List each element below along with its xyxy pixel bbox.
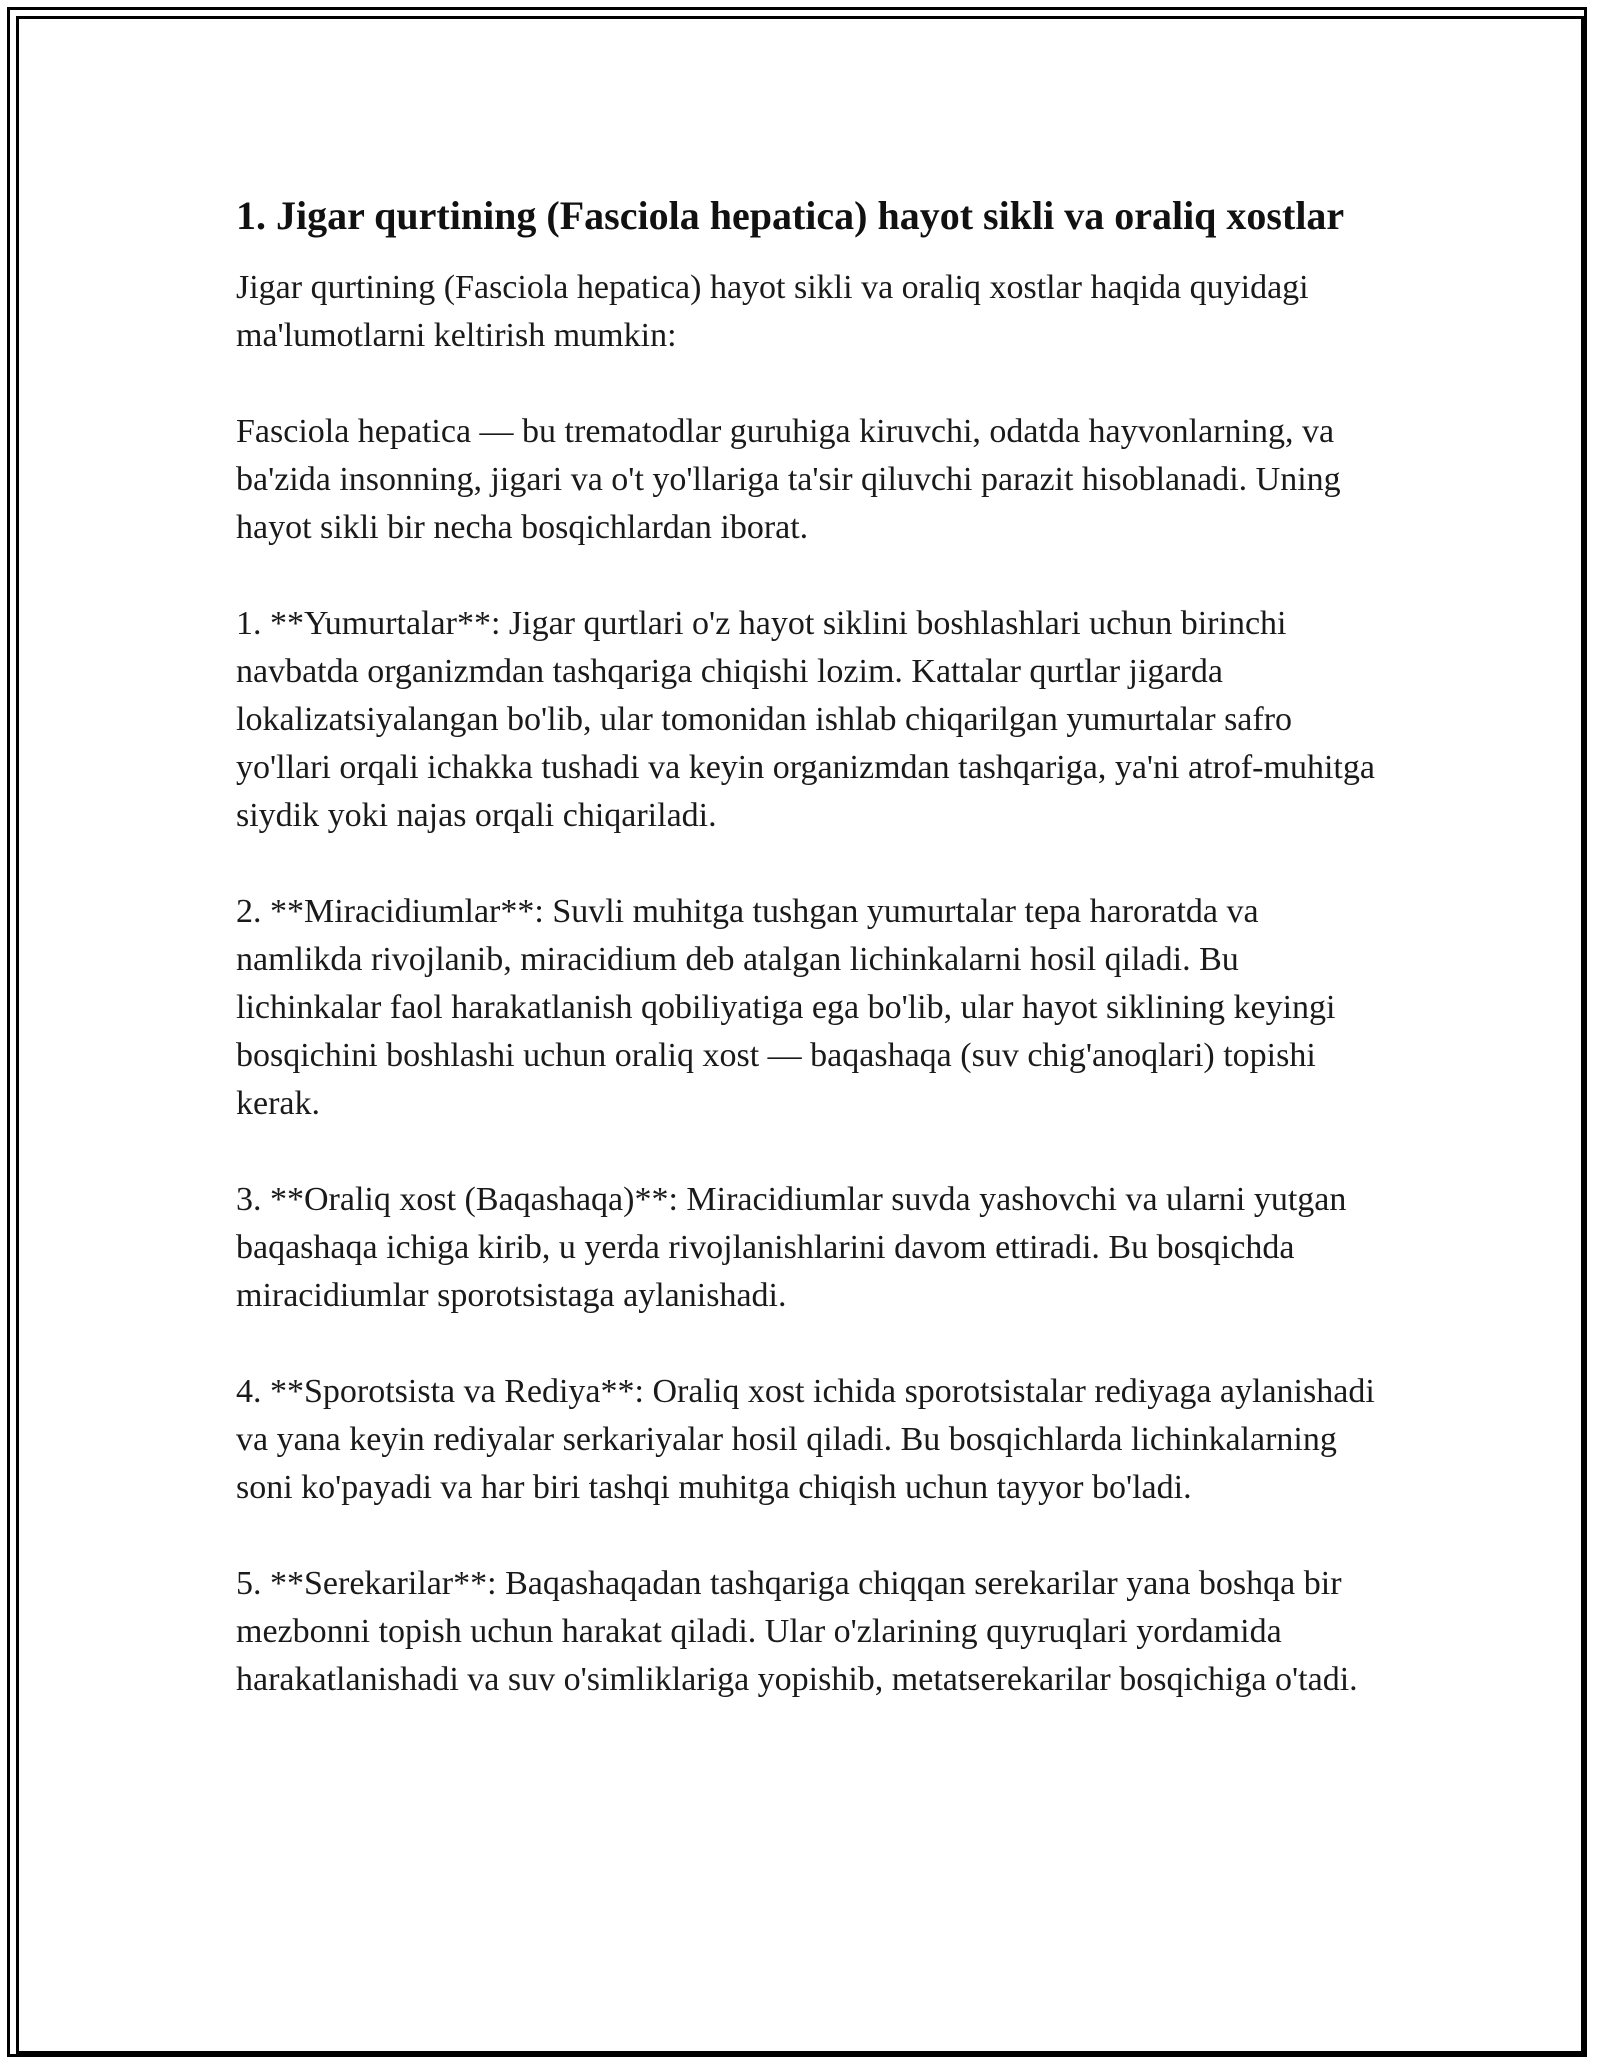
stage-intermediate-host-paragraph: 3. **Oraliq xost (Baqashaqa)**: Miracidiumlar suvda yashovchi va ularni yutgan baqashaqa ichiga kirib, u yerda rivojlanishlarini davom ettiradi. Bu bosqichda miracidiumlar sporotsistaga aylanishadi. [236,1181,1347,1314]
document-title: 1. Jigar qurtining (Fasciola hepatica) hayot sikli va oraliq xostlar [236,193,1345,238]
stage-sporocyst-redia-paragraph: 4. **Sporotsista va Rediya**: Oraliq xost ichida sporotsistalar rediyaga aylanishadi va yana keyin rediyalar serkariyalar hosil qiladi. Bu bosqichlarda lichinkalarning soni ko'payadi va har biri tashqi muhitga chiqish uchun tayyor bo'ladi. [236,1373,1375,1506]
document-body [236,188,1386,1752]
stage-miracidium-paragraph: 2. **Miracidiumlar**: Suvli muhitga tushgan yumurtalar tepa haroratda va namlikda rivojlanib, miracidium deb atalgan lichinkalarni hosil qiladi. Bu lichinkalar faol harakatlanish qobiliyatiga ega bo'lib, ular hayot siklining keyingi bosqichini boshlashi uchun oraliq xost — baqashaqa (suv chig'anoqlari) topishi kerak. [236,893,1336,1122]
stage-eggs-paragraph: 1. **Yumurtalar**: Jigar qurtlari o'z hayot siklini boshlashlari uchun birinchi navbatda organizmdan tashqariga chiqishi lozim. Kattalar qurtlar jigarda lokalizatsiyalangan bo'lib, ular tomonidan ishlab chiqarilgan yumurtalar safro yo'llari orqali ichakka tushadi va keyin organizmdan tashqariga, ya'ni atrof-muhitga siydik yoki najas orqali chiqariladi. [236,605,1375,834]
stage-cercaria-paragraph: 5. **Serekarilar**: Baqashaqadan tashqariga chiqqan serekarilar yana boshqa bir mezbonni topish uchun harakat qiladi. Ular o'zlarining quyruqlari yordamida harakatlanishadi va suv o'simliklariga yopishib, metatserekarilar bosqichiga o'tadi. [236,1565,1358,1698]
definition-paragraph: Fasciola hepatica — bu trematodlar guruhiga kiruvchi, odatda hayvonlarning, va ba'zida insonning, jigari va o't yo'llariga ta'sir qiluvchi parazit hisoblanadi. Uning hayot sikli bir necha bosqichlardan iborat. [236,413,1341,546]
intro-paragraph: Jigar qurtining (Fasciola hepatica) hayot sikli va oraliq xostlar haqida quyidagi ma'lumotlarni keltirish mumkin: [236,269,1309,354]
